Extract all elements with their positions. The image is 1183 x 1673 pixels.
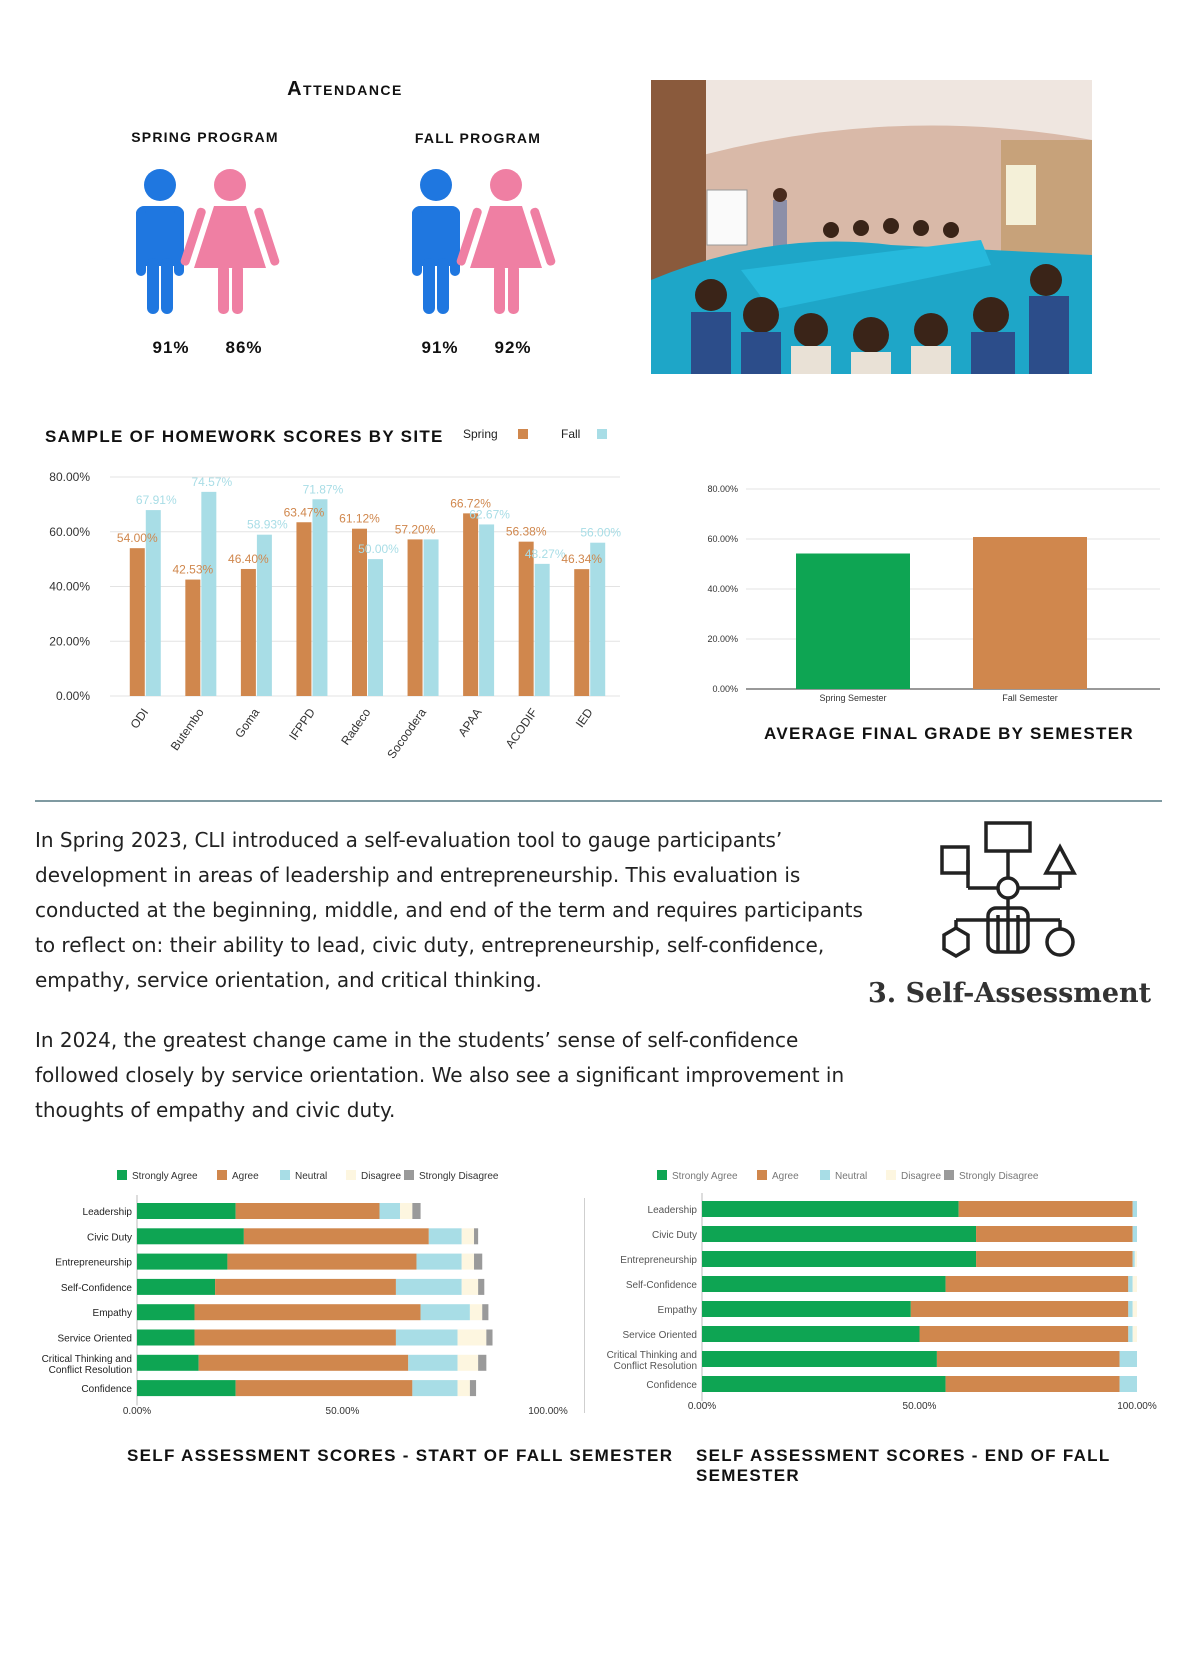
legend-fall-swatch — [597, 429, 607, 439]
stacked-segment — [1133, 1276, 1137, 1292]
homework-legend — [463, 427, 607, 441]
fall-data-label: 58.93% — [247, 517, 288, 532]
spring-bar — [463, 513, 478, 696]
y-tick-label: 40.00% — [49, 579, 90, 594]
charts-separator — [584, 1198, 585, 1413]
y-tick-label: 0.00% — [55, 689, 90, 703]
stacked-segment — [458, 1355, 479, 1371]
stacked-segment — [458, 1380, 470, 1396]
category-label: Critical Thinking and — [606, 1350, 697, 1361]
x-tick-label: Radeco — [338, 705, 374, 748]
y-tick-label: 0.00% — [712, 684, 738, 694]
fall-female-pct: 92% — [494, 338, 532, 357]
spring-data-label: 61.12% — [339, 511, 380, 526]
stacked-segment — [474, 1254, 482, 1270]
stacked-segment — [236, 1380, 413, 1396]
category-label: Service Oriented — [57, 1333, 132, 1345]
legend-label: Neutral — [835, 1171, 868, 1182]
x-tick-label: IFPPD — [286, 705, 318, 743]
stacked-segment — [920, 1326, 1129, 1342]
stacked-segment — [408, 1355, 457, 1371]
category-label: Confidence — [81, 1384, 132, 1396]
stacked-segment — [1128, 1301, 1132, 1317]
legend-swatch — [944, 1170, 954, 1180]
legend-swatch — [117, 1170, 127, 1180]
category-label: Leadership — [82, 1207, 132, 1218]
stacked-segment — [1120, 1351, 1137, 1367]
female-icon — [180, 169, 280, 314]
stacked-segment — [137, 1304, 195, 1320]
category-label: Critical Thinking and — [41, 1353, 132, 1365]
category-label: Empathy — [92, 1308, 132, 1320]
grade-bar — [973, 537, 1087, 689]
stacked-segment — [470, 1304, 482, 1320]
spring-bar — [130, 548, 145, 696]
x-tick-label: 50.00% — [902, 1401, 937, 1412]
homework-chart-title: SAMPLE OF HOMEWORK SCORES BY SITE — [45, 427, 444, 446]
stacked-segment — [215, 1279, 396, 1295]
stacked-segment — [396, 1279, 462, 1295]
y-tick-label: 20.00% — [707, 634, 738, 644]
stacked-segment — [462, 1279, 478, 1295]
stacked-segment — [1133, 1251, 1135, 1267]
classroom-photo — [651, 80, 1092, 374]
fall-bar — [479, 524, 494, 696]
category-label: Entrepreneurship — [620, 1255, 697, 1266]
spring-female-pct: 86% — [225, 338, 263, 357]
y-tick-label: 20.00% — [49, 634, 90, 649]
legend-swatch — [657, 1170, 667, 1180]
x-tick-label: 100.00% — [528, 1406, 568, 1417]
fall-data-label: 62.67% — [469, 507, 510, 522]
grade-bar — [796, 554, 910, 690]
stacked-segment — [379, 1203, 400, 1219]
stacked-legend — [657, 1170, 1039, 1182]
stacked-segment — [702, 1201, 959, 1217]
x-tick-label: 0.00% — [687, 1401, 717, 1412]
stacked-segment — [482, 1304, 488, 1320]
stacked-segment — [470, 1380, 476, 1396]
stacked-segment — [412, 1380, 457, 1396]
self-assessment-start-title: SELF ASSESSMENT SCORES - START OF FALL SEMESTER — [127, 1446, 674, 1465]
spring-data-label: 57.20% — [394, 522, 436, 537]
x-tick-label: ODI — [127, 705, 152, 732]
legend-fall-label: Fall — [561, 427, 581, 441]
stacked-segment — [400, 1203, 412, 1219]
x-tick-label: Socoodera — [384, 705, 430, 762]
y-tick-label: 80.00% — [707, 484, 738, 494]
y-tick-label: 40.00% — [707, 584, 738, 594]
fall-bar — [312, 499, 327, 696]
fall-data-label: 71.87% — [302, 482, 344, 497]
stacked-segment — [702, 1276, 946, 1292]
self-assessment-label: 3. Self-Assessment — [868, 978, 1152, 1009]
spring-data-label: 56.38% — [505, 524, 547, 539]
stacked-segment — [199, 1355, 409, 1371]
stacked-segment — [421, 1304, 470, 1320]
final-grade-chart — [690, 470, 1170, 710]
stacked-segment — [236, 1203, 380, 1219]
legend-label: Agree — [232, 1171, 259, 1182]
x-tick-label: ACODIF — [502, 705, 541, 751]
stacked-segment — [137, 1330, 195, 1346]
spring-male-pct: 91% — [152, 338, 190, 357]
stacked-segment — [1133, 1326, 1137, 1342]
fall-male-pct: 91% — [421, 338, 459, 357]
spring-data-label: 54.00% — [116, 531, 158, 546]
y-tick-label: 60.00% — [49, 524, 90, 539]
male-icon — [136, 169, 184, 314]
stacked-segment — [462, 1254, 474, 1270]
stacked-segment — [976, 1251, 1133, 1267]
category-label: Leadership — [647, 1205, 697, 1216]
x-tick-label: 50.00% — [325, 1406, 360, 1417]
legend-swatch — [217, 1170, 227, 1180]
legend-swatch — [280, 1170, 290, 1180]
fall-data-label: 48.27% — [524, 546, 566, 561]
legend-label: Strongly Disagree — [959, 1171, 1039, 1182]
stacked-segment — [396, 1330, 458, 1346]
homework-scores-chart — [30, 420, 630, 772]
x-tick-label: 0.00% — [122, 1406, 152, 1417]
legend-label: Disagree — [901, 1171, 942, 1182]
stacked-segment — [244, 1228, 429, 1244]
category-label: Conflict Resolution — [613, 1361, 697, 1372]
stacked-segment — [946, 1276, 1129, 1292]
stacked-segment — [478, 1355, 486, 1371]
stacked-segment — [1135, 1251, 1137, 1267]
stacked-segment — [702, 1251, 976, 1267]
spring-data-label: 42.53% — [172, 562, 214, 577]
spring-data-label: 63.47% — [283, 505, 325, 520]
spring-data-label: 46.40% — [228, 551, 269, 566]
x-tick-label: Spring Semester — [819, 693, 887, 703]
stacked-segment — [137, 1254, 227, 1270]
stacked-segment — [1128, 1276, 1132, 1292]
stacked-segment — [1133, 1226, 1137, 1242]
legend-swatch — [346, 1170, 356, 1180]
stacked-segment — [137, 1279, 215, 1295]
female-icon — [456, 169, 556, 314]
fall-data-label: 74.57% — [191, 474, 233, 489]
male-icon — [412, 169, 460, 314]
stacked-segment — [1133, 1201, 1137, 1217]
intro-paragraph: In Spring 2023, CLI introduced a self-evaluation tool to gauge participants’ development in areas of leadership and entrepreneurship. This evaluation is conducted at the beginning, middle, and end of the term and requires participants to reflect on: their ability to lead, civic duty, entrepreneurship, self-confidence, empathy, service orientation, and critical thinking. — [35, 828, 863, 992]
y-tick-label: 80.00% — [49, 470, 90, 484]
fall-gender-icons — [396, 168, 556, 318]
section-divider — [35, 800, 1162, 802]
legend-spring-label: Spring — [463, 427, 498, 441]
legend-label: Disagree — [361, 1171, 402, 1182]
fall-data-label: 50.00% — [358, 542, 399, 557]
legend-swatch — [886, 1170, 896, 1180]
x-tick-label: APAA — [455, 705, 485, 740]
legend-label: Strongly Agree — [132, 1171, 198, 1182]
legend-swatch — [757, 1170, 767, 1180]
spring-program-label: SPRING PROGRAM — [131, 129, 279, 145]
x-tick-label: IED — [572, 705, 596, 731]
stacked-segment — [946, 1376, 1120, 1392]
legend-label: Strongly Agree — [672, 1171, 738, 1182]
spring-gender-icons — [120, 168, 280, 318]
spring-bar — [574, 569, 589, 696]
self-assessment-start-chart — [30, 1160, 625, 1425]
spring-bar — [519, 542, 534, 696]
category-label: Conflict Resolution — [48, 1364, 132, 1376]
stacked-segment — [137, 1380, 236, 1396]
fall-bar — [368, 559, 383, 696]
self-assessment-end-chart — [595, 1160, 1175, 1425]
legend-swatch — [820, 1170, 830, 1180]
stacked-segment — [429, 1228, 462, 1244]
stacked-segment — [976, 1226, 1133, 1242]
stacked-segment — [937, 1351, 1120, 1367]
category-label: Civic Duty — [651, 1230, 697, 1241]
stacked-segment — [137, 1228, 244, 1244]
fall-program-label: FALL PROGRAM — [414, 130, 542, 146]
stacked-segment — [1133, 1301, 1137, 1317]
spring-bar — [185, 580, 200, 696]
legend-swatch — [404, 1170, 414, 1180]
stacked-segment — [486, 1330, 492, 1346]
findings-paragraph: In 2024, the greatest change came in the students’ sense of self-confidence followed closely by service orientation. We also see a significant improvement in thoughts of empathy and civic duty. — [35, 1028, 845, 1122]
stacked-segment — [458, 1330, 487, 1346]
stacked-segment — [702, 1226, 976, 1242]
category-label: Entrepreneurship — [55, 1257, 132, 1269]
stacked-segment — [137, 1203, 236, 1219]
fall-data-label: 67.91% — [135, 493, 177, 508]
stacked-segment — [702, 1301, 911, 1317]
stacked-segment — [1120, 1376, 1137, 1392]
final-grade-chart-title: AVERAGE FINAL GRADE BY SEMESTER — [764, 724, 1134, 743]
legend-spring-swatch — [518, 429, 528, 439]
stacked-segment — [911, 1301, 1129, 1317]
legend-label: Neutral — [295, 1171, 328, 1182]
stacked-segment — [702, 1326, 920, 1342]
stacked-segment — [137, 1355, 199, 1371]
stacked-segment — [702, 1376, 946, 1392]
fall-bar — [201, 492, 216, 696]
x-tick-label: 100.00% — [1117, 1401, 1157, 1412]
stacked-legend — [117, 1170, 499, 1182]
stacked-segment — [1128, 1326, 1132, 1342]
stacked-segment — [702, 1351, 937, 1367]
legend-label: Agree — [772, 1171, 799, 1182]
fall-bar — [424, 539, 439, 696]
legend-label: Strongly Disagree — [419, 1171, 499, 1182]
x-tick-label: Goma — [232, 705, 263, 741]
y-tick-label: 60.00% — [707, 534, 738, 544]
x-tick-label: Fall Semester — [1002, 693, 1058, 703]
stacked-segment — [412, 1203, 420, 1219]
stacked-segment — [474, 1228, 478, 1244]
stacked-segment — [227, 1254, 416, 1270]
category-label: Self-Confidence — [625, 1280, 697, 1291]
spring-bar — [296, 522, 311, 696]
spring-data-label: 46.34% — [561, 552, 603, 567]
stacked-segment — [195, 1330, 396, 1346]
spring-data-label: 66.72% — [450, 496, 491, 511]
stacked-segment — [416, 1254, 461, 1270]
category-label: Civic Duty — [86, 1232, 132, 1244]
x-tick-label: Butembo — [167, 705, 207, 754]
stacked-segment — [478, 1279, 484, 1295]
fall-bar — [535, 564, 550, 696]
stacked-segment — [195, 1304, 421, 1320]
category-label: Confidence — [646, 1380, 697, 1391]
attendance-title: Attendance — [287, 78, 403, 100]
category-label: Empathy — [657, 1305, 697, 1316]
category-label: Self-Confidence — [60, 1282, 132, 1294]
stacked-segment — [462, 1228, 474, 1244]
category-label: Service Oriented — [622, 1330, 697, 1341]
spring-bar — [408, 539, 423, 696]
self-assessment-end-title: SELF ASSESSMENT SCORES - END OF FALL SEMESTER — [696, 1446, 1111, 1485]
stacked-segment — [959, 1201, 1133, 1217]
fall-data-label: 56.00% — [580, 525, 622, 540]
spring-bar — [241, 569, 256, 696]
self-assessment-icon — [938, 820, 1078, 958]
